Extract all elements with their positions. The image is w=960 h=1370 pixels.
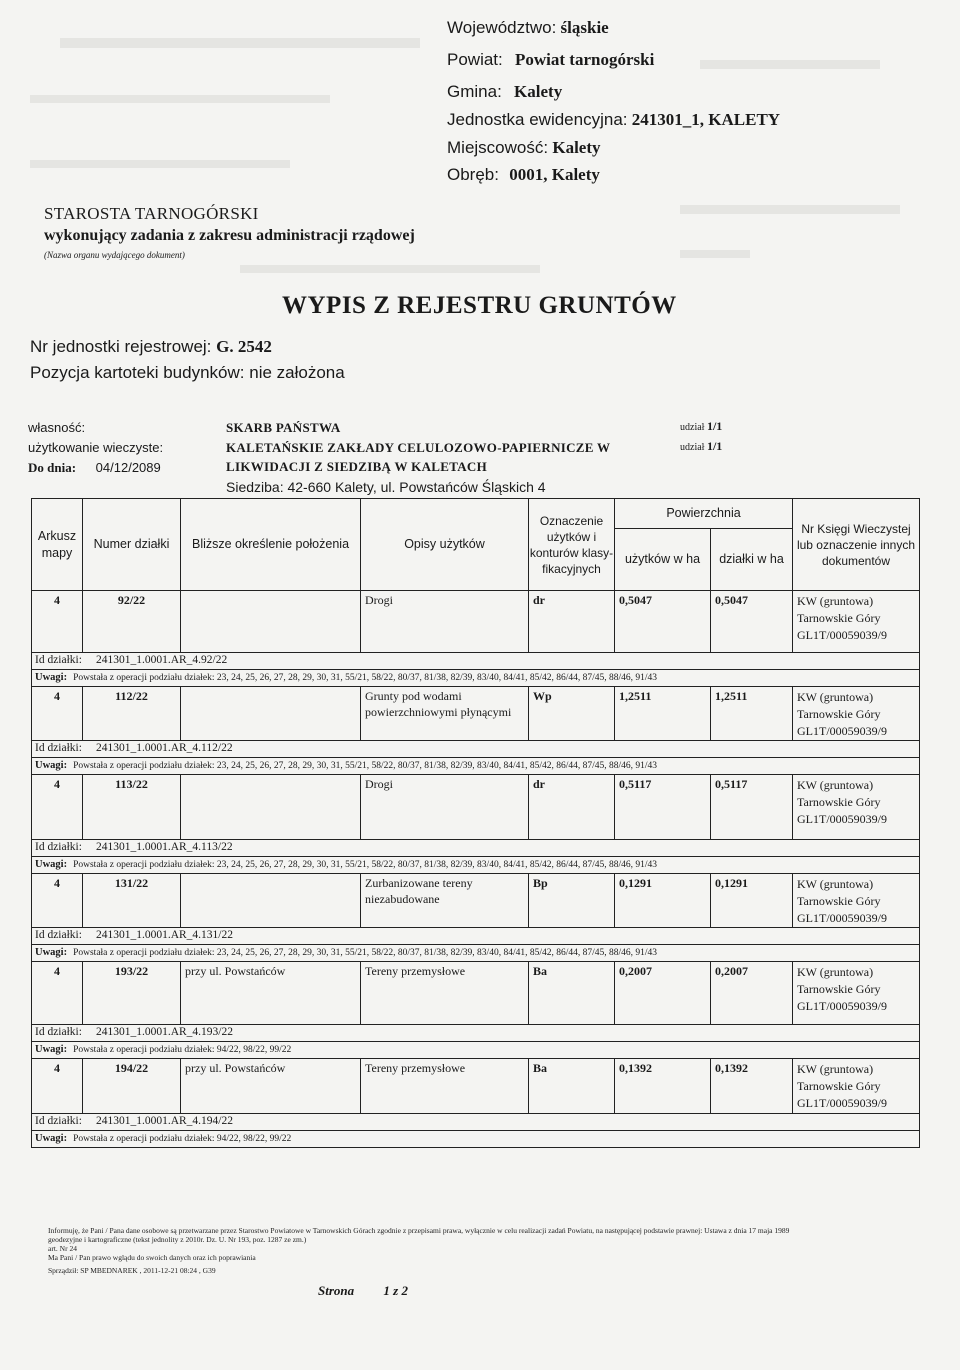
bleed-through-mark bbox=[240, 265, 540, 273]
buildings-value: nie założona bbox=[249, 363, 345, 382]
use-description-cell: Zurbanizowane tereny niezabudowane bbox=[361, 874, 529, 928]
parcel-number-cell: 112/22 bbox=[83, 687, 181, 741]
land-registry-line: KW (gruntowa) bbox=[797, 778, 874, 792]
usufruct-label: użytkowanie wieczyste: bbox=[28, 440, 164, 455]
until-line: Do dnia: 04/12/2089 bbox=[28, 460, 161, 475]
land-registry-line: GL1T/00059039/9 bbox=[797, 724, 887, 738]
area-use-cell: 0,1291 bbox=[615, 874, 711, 928]
land-registry-line: Tarnowskie Góry bbox=[797, 611, 881, 625]
header-land-registry: Nr Księgi Wieczystej lub oznaczenie innych dokumentów bbox=[793, 499, 920, 591]
parcel-id-row: Id działki: 241301_1.0001.AR_4.112/22 bbox=[32, 741, 920, 758]
parcel-notes-row: Uwagi: Powstała z operacji podziału działek: 23, 24, 25, 26, 27, 28, 29, 30, 31, 55/21, 58/22, 80/37, 81/38, 82/39, 83/40, 84/41, 85/42, 86/44, 87/45, 88/46, 91/43 bbox=[32, 856, 920, 874]
parcel-notes-row: Uwagi: Powstała z operacji podziału działek: 23, 24, 25, 26, 27, 28, 29, 30, 31, 55/21, 58/22, 80/37, 81/38, 82/39, 83/40, 84/41, 85/42, 86/44, 87/45, 88/46, 91/43 bbox=[32, 757, 920, 775]
area-parcel-cell: 0,1291 bbox=[711, 874, 793, 928]
authority-subtitle: wykonujący zadania z zakresu administracji rządowej bbox=[44, 227, 415, 244]
area-use-cell: 0,1392 bbox=[615, 1059, 711, 1114]
header-sheet: Arkusz mapy bbox=[32, 499, 83, 591]
voivodeship-value: śląskie bbox=[560, 18, 609, 37]
parcel-notes: Powstała z operacji podziału działek: 23, 24, 25, 26, 27, 28, 29, 30, 31, 55/21, 58/22, 80/37, 81/38, 82/39, 83/40, 84/41, 85/42, 86/44, 87/45, 88/46, 91/43 bbox=[73, 760, 658, 771]
parcel-id-row: Id działki: 241301_1.0001.AR_4.131/22 bbox=[32, 928, 920, 945]
table-row bbox=[32, 591, 920, 653]
commune-value: Kalety bbox=[514, 82, 563, 101]
bleed-through-mark bbox=[680, 250, 750, 258]
parcel-number-cell: 92/22 bbox=[83, 591, 181, 653]
header-parcel-number: Numer działki bbox=[83, 499, 181, 591]
parcel-notes-row: Uwagi: Powstała z operacji podziału działek: 94/22, 98/22, 99/22 bbox=[32, 1130, 920, 1148]
area-use-cell: 0,5047 bbox=[615, 591, 711, 653]
parcel-id: 241301_1.0001.AR_4.112/22 bbox=[95, 742, 233, 754]
seat-address: Siedziba: 42-660 Kalety, ul. Powstańców Śląskich 4 bbox=[226, 479, 546, 495]
bleed-through-mark bbox=[30, 95, 330, 103]
header-class-code: Oznaczenie użytków i konturów klasy-fikacyjnych bbox=[529, 499, 615, 591]
footer-info: Informuję, że Pani / Pana dane osobowe są przetwarzane przez Starostwo Powiatowe w Tarnowskich Górach zgodnie z przepisami prawa, wyłącznie w celu realizacji zadań Powiatu, na następującej podstawie prawnej: Ustawa z dnia 17 maja 1989 geodezyjne i kartograficzne (tekst jednolity z 2010r. Dz. U. Nr 193, poz. 1287 ze zm.) art. Nr 24 Ma Pani / Pan prawo wglądu do swoich danych oraz ich poprawiania Sprządził: SP MBEDNAREK , 2011-12-21 08:24 , G39 bbox=[48, 1226, 908, 1275]
parcel-id: 241301_1.0001.AR_4.131/22 bbox=[95, 929, 233, 941]
ownership-label: własność: bbox=[28, 420, 86, 435]
use-description-cell: Grunty pod wodami powierzchniowymi płynącymi bbox=[361, 687, 529, 741]
registry-unit-value: G. 2542 bbox=[216, 337, 272, 356]
parcel-id-row: Id działki: 241301_1.0001.AR_4.193/22 bbox=[32, 1025, 920, 1042]
sheet-cell: 4 bbox=[32, 775, 83, 840]
parcel-notes-row: Uwagi: Powstała z operacji podziału działek: 94/22, 98/22, 99/22 bbox=[32, 1041, 920, 1059]
parcel-notes-row: Uwagi: Powstała z operacji podziału działek: 23, 24, 25, 26, 27, 28, 29, 30, 31, 55/21, 58/22, 80/37, 81/38, 82/39, 83/40, 84/41, 85/42, 86/44, 87/45, 88/46, 91/43 bbox=[32, 944, 920, 962]
registry-unit-line: Nr jednostki rejestrowej: G. 2542 bbox=[30, 337, 272, 356]
county-value: Powiat tarnogórski bbox=[515, 50, 655, 69]
authority-name: STAROSTA TARNOGÓRSKI bbox=[44, 204, 259, 223]
header-use-description: Opisy użytków bbox=[361, 499, 529, 591]
parcel-id: 241301_1.0001.AR_4.113/22 bbox=[95, 841, 233, 853]
parcel-notes: Powstała z operacji podziału działek: 94/22, 98/22, 99/22 bbox=[73, 1133, 292, 1144]
parcel-notes: Powstała z operacji podziału działek: 94/22, 98/22, 99/22 bbox=[73, 1044, 292, 1055]
land-registry-line: KW (gruntowa) bbox=[797, 690, 874, 704]
header-area-parcel: działki w ha bbox=[711, 529, 793, 591]
table-row bbox=[32, 874, 920, 928]
location-cell bbox=[181, 687, 361, 741]
parcel-id-row: Id działki: 241301_1.0001.AR_4.92/22 bbox=[32, 653, 920, 670]
land-registry-cell bbox=[793, 775, 920, 840]
parcel-number-cell: 113/22 bbox=[83, 775, 181, 840]
area-use-cell: 1,2511 bbox=[615, 687, 711, 741]
land-registry-line: GL1T/00059039/9 bbox=[797, 1096, 887, 1110]
area-parcel-cell: 0,5047 bbox=[711, 591, 793, 653]
land-registry-line: GL1T/00059039/9 bbox=[797, 812, 887, 826]
parcel-number-cell: 194/22 bbox=[83, 1059, 181, 1114]
document-title: WYPIS Z REJESTRU GRUNTÓW bbox=[282, 292, 677, 319]
area-use-cell: 0,5117 bbox=[615, 775, 711, 840]
unit-line: Jednostka ewidencyjna: 241301_1, KALETY bbox=[447, 110, 781, 129]
land-registry-line: GL1T/00059039/9 bbox=[797, 911, 887, 925]
table-row bbox=[32, 1059, 920, 1114]
bleed-through-mark bbox=[700, 60, 880, 69]
land-registry-line: KW (gruntowa) bbox=[797, 877, 874, 891]
page-indicator: Strona 1 z 2 bbox=[318, 1283, 408, 1298]
use-description-cell: Drogi bbox=[361, 775, 529, 840]
sheet-cell: 4 bbox=[32, 962, 83, 1025]
class-code-cell: Wp bbox=[529, 687, 615, 741]
land-registry-cell bbox=[793, 874, 920, 928]
land-registry-line: KW (gruntowa) bbox=[797, 594, 874, 608]
land-registry-cell bbox=[793, 591, 920, 653]
class-code-cell: Bp bbox=[529, 874, 615, 928]
ownership-value: SKARB PAŃSTWA bbox=[226, 420, 341, 435]
land-registry-line: GL1T/00059039/9 bbox=[797, 628, 887, 642]
land-registry-line: Tarnowskie Góry bbox=[797, 982, 881, 996]
unit-value: 241301_1, KALETY bbox=[631, 110, 781, 129]
parcel-number-cell: 193/22 bbox=[83, 962, 181, 1025]
locality-value: Kalety bbox=[552, 138, 601, 157]
land-registry-cell bbox=[793, 1059, 920, 1114]
parcel-notes: Powstała z operacji podziału działek: 23, 24, 25, 26, 27, 28, 29, 30, 31, 55/21, 58/22, 80/37, 81/38, 82/39, 83/40, 84/41, 85/42, 86/44, 87/45, 88/46, 91/43 bbox=[73, 859, 658, 870]
table-row bbox=[32, 687, 920, 741]
area-parcel-cell: 0,2007 bbox=[711, 962, 793, 1025]
parcel-id: 241301_1.0001.AR_4.194/22 bbox=[95, 1115, 233, 1127]
ownership-share: udział 1/1 bbox=[680, 419, 723, 433]
header-location: Bliższe określenie położenia bbox=[181, 499, 361, 591]
location-cell bbox=[181, 874, 361, 928]
sheet-cell: 4 bbox=[32, 874, 83, 928]
sheet-cell: 4 bbox=[32, 591, 83, 653]
bleed-through-mark bbox=[30, 160, 290, 168]
sheet-cell: 4 bbox=[32, 1059, 83, 1114]
until-value: 04/12/2089 bbox=[95, 460, 161, 475]
parcel-id: 241301_1.0001.AR_4.92/22 bbox=[95, 654, 228, 666]
table-body bbox=[32, 591, 920, 1148]
area-parcel-cell: 0,5117 bbox=[711, 775, 793, 840]
parcel-notes: Powstała z operacji podziału działek: 23, 24, 25, 26, 27, 28, 29, 30, 31, 55/21, 58/22, 80/37, 81/38, 82/39, 83/40, 84/41, 85/42, 86/44, 87/45, 88/46, 91/43 bbox=[73, 672, 658, 683]
use-description-cell: Tereny przemysłowe bbox=[361, 962, 529, 1025]
precinct-value: 0001, Kalety bbox=[509, 165, 600, 184]
bleed-through-mark bbox=[60, 38, 420, 48]
land-registry-line: KW (gruntowa) bbox=[797, 965, 874, 979]
bleed-through-mark bbox=[680, 205, 900, 214]
header-area-use: użytków w ha bbox=[615, 529, 711, 591]
voivodeship-line: Województwo: śląskie bbox=[447, 18, 609, 37]
land-registry-line: Tarnowskie Góry bbox=[797, 894, 881, 908]
location-cell: przy ul. Powstańców bbox=[181, 1059, 361, 1114]
usufruct-value: KALETAŃSKIE ZAKŁADY CELULOZOWO-PAPIERNICZE W bbox=[226, 440, 611, 455]
area-use-cell: 0,2007 bbox=[615, 962, 711, 1025]
authority-note: (Nazwa organu wydającego dokument) bbox=[44, 250, 185, 260]
prepared-by: Sprządził: SP MBEDNAREK , 2011-12-21 08:24 , G39 bbox=[48, 1266, 216, 1275]
land-registry-cell bbox=[793, 962, 920, 1025]
header-area: Powierzchnia bbox=[615, 499, 793, 529]
land-registry-line: Tarnowskie Góry bbox=[797, 795, 881, 809]
commune-line: Gmina: Kalety bbox=[447, 82, 563, 101]
table-row bbox=[32, 962, 920, 1025]
class-code-cell: dr bbox=[529, 775, 615, 840]
class-code-cell: Ba bbox=[529, 962, 615, 1025]
location-cell: przy ul. Powstańców bbox=[181, 962, 361, 1025]
parcel-notes-row: Uwagi: Powstała z operacji podziału działek: 23, 24, 25, 26, 27, 28, 29, 30, 31, 55/21, 58/22, 80/37, 81/38, 82/39, 83/40, 84/41, 85/42, 86/44, 87/45, 88/46, 91/43 bbox=[32, 669, 920, 687]
location-cell bbox=[181, 591, 361, 653]
land-registry-line: KW (gruntowa) bbox=[797, 1062, 874, 1076]
class-code-cell: dr bbox=[529, 591, 615, 653]
parcel-id-row: Id działki: 241301_1.0001.AR_4.113/22 bbox=[32, 840, 920, 857]
buildings-line: Pozycja kartoteki budynków: nie założona bbox=[30, 363, 345, 382]
use-description-cell: Tereny przemysłowe bbox=[361, 1059, 529, 1114]
table-row bbox=[32, 775, 920, 840]
parcel-id-row: Id działki: 241301_1.0001.AR_4.194/22 bbox=[32, 1114, 920, 1131]
area-parcel-cell: 1,2511 bbox=[711, 687, 793, 741]
county-line: Powiat: Powiat tarnogórski bbox=[447, 50, 655, 69]
area-parcel-cell: 0,1392 bbox=[711, 1059, 793, 1114]
usufruct-share: udział 1/1 bbox=[680, 439, 723, 453]
parcel-number-cell: 131/22 bbox=[83, 874, 181, 928]
land-register-table bbox=[31, 498, 920, 1148]
land-registry-line: GL1T/00059039/9 bbox=[797, 999, 887, 1013]
land-registry-line: Tarnowskie Góry bbox=[797, 1079, 881, 1093]
parcel-notes: Powstała z operacji podziału działek: 23, 24, 25, 26, 27, 28, 29, 30, 31, 55/21, 58/22, 80/37, 81/38, 82/39, 83/40, 84/41, 85/42, 86/44, 87/45, 88/46, 91/43 bbox=[73, 947, 658, 958]
precinct-line: Obręb: 0001, Kalety bbox=[447, 165, 600, 184]
land-registry-line: Tarnowskie Góry bbox=[797, 707, 881, 721]
location-cell bbox=[181, 775, 361, 840]
use-description-cell: Drogi bbox=[361, 591, 529, 653]
locality-line: Miejscowość: Kalety bbox=[447, 138, 601, 157]
parcel-id: 241301_1.0001.AR_4.193/22 bbox=[95, 1026, 233, 1038]
usufruct-value-continued: LIKWIDACJI Z SIEDZIBĄ W KALETACH bbox=[226, 459, 487, 474]
class-code-cell: Ba bbox=[529, 1059, 615, 1114]
land-registry-cell bbox=[793, 687, 920, 741]
sheet-cell: 4 bbox=[32, 687, 83, 741]
